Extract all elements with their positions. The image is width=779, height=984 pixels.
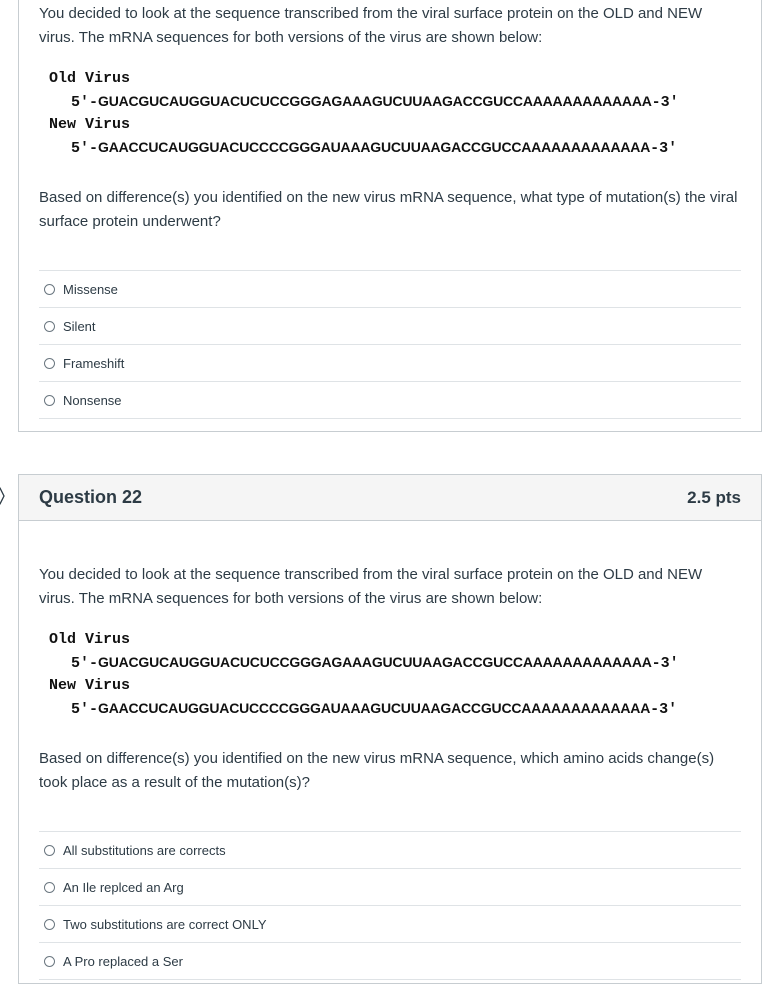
- old-virus-label: Old Virus: [49, 631, 131, 648]
- answer-label: Silent: [63, 318, 96, 334]
- radio-unchecked-icon[interactable]: [44, 284, 55, 295]
- answer-option[interactable]: [39, 869, 741, 906]
- old-virus-label: Old Virus: [49, 70, 131, 87]
- radio-unchecked-icon[interactable]: [44, 919, 55, 930]
- question-22-answers: [39, 831, 741, 980]
- question-22-sequences: [49, 629, 741, 721]
- answer-label: Two substitutions are correct ONLY: [63, 916, 267, 932]
- question-21-prompt: Based on difference(s) you identified on the new virus mRNA sequence, what type of mutation(s) the viral surface protein underwent?: [39, 189, 738, 230]
- radio-unchecked-icon[interactable]: [44, 845, 55, 856]
- answer-option[interactable]: [39, 943, 741, 980]
- answer-label: An Ile replced an Arg: [63, 879, 184, 895]
- answer-label: A Pro replaced a Ser: [63, 953, 183, 969]
- question-points: 2.5 pts: [687, 487, 741, 507]
- answer-label: Nonsense: [63, 392, 122, 408]
- answer-option[interactable]: [39, 832, 741, 869]
- question-22-header: [19, 475, 761, 521]
- question-22-prompt: Based on difference(s) you identified on the new virus mRNA sequence, which amino acids change(s) took place as a result of the mutation(s)?: [39, 750, 715, 791]
- answer-option[interactable]: [39, 345, 741, 382]
- new-virus-sequence: 5′-GAACCUCAUGGUACUCCCCGGGAUAAAGUCUUAAGACCGUCCAAAAAAAAAAAAA-3′: [71, 700, 678, 718]
- question-title: Question 22: [39, 487, 143, 507]
- answer-label: Frameshift: [63, 355, 125, 371]
- radio-unchecked-icon[interactable]: [44, 395, 55, 406]
- answer-label: All substitutions are corrects: [63, 842, 226, 858]
- answer-option[interactable]: [39, 308, 741, 345]
- new-virus-label: New Virus: [49, 116, 131, 133]
- answer-option[interactable]: [39, 382, 741, 419]
- answer-option[interactable]: [39, 271, 741, 308]
- old-virus-sequence: 5′-GUACGUCAUGGUACUCUCCGGGAGAAAGUCUUAAGACCGUCCAAAAAAAAAAAAA-3′: [71, 93, 679, 111]
- question-22-card: [18, 474, 762, 984]
- answer-option[interactable]: [39, 906, 741, 943]
- flag-outline-icon[interactable]: [0, 487, 8, 505]
- old-virus-sequence: 5′-GUACGUCAUGGUACUCUCCGGGAGAAAGUCUUAAGACCGUCCAAAAAAAAAAAAA-3′: [71, 654, 679, 672]
- question-22-intro: You decided to look at the sequence transcribed from the viral surface protein on the OLD and NEW virus. The mRNA sequences for both versions of the virus are shown below:: [39, 566, 703, 607]
- question-21-answers: [39, 270, 741, 419]
- radio-unchecked-icon[interactable]: [44, 882, 55, 893]
- new-virus-sequence: 5′-GAACCUCAUGGUACUCCCCGGGAUAAAGUCUUAAGACCGUCCAAAAAAAAAAAAA-3′: [71, 139, 678, 157]
- answer-label: Missense: [63, 281, 118, 297]
- radio-unchecked-icon[interactable]: [44, 321, 55, 332]
- new-virus-label: New Virus: [49, 677, 131, 694]
- question-21-card: [18, 0, 762, 432]
- radio-unchecked-icon[interactable]: [44, 358, 55, 369]
- question-21-intro: You decided to look at the sequence transcribed from the viral surface protein on the OLD and NEW virus. The mRNA sequences for both versions of the virus are shown below:: [39, 5, 703, 46]
- radio-unchecked-icon[interactable]: [44, 956, 55, 967]
- question-21-sequences: [49, 68, 741, 160]
